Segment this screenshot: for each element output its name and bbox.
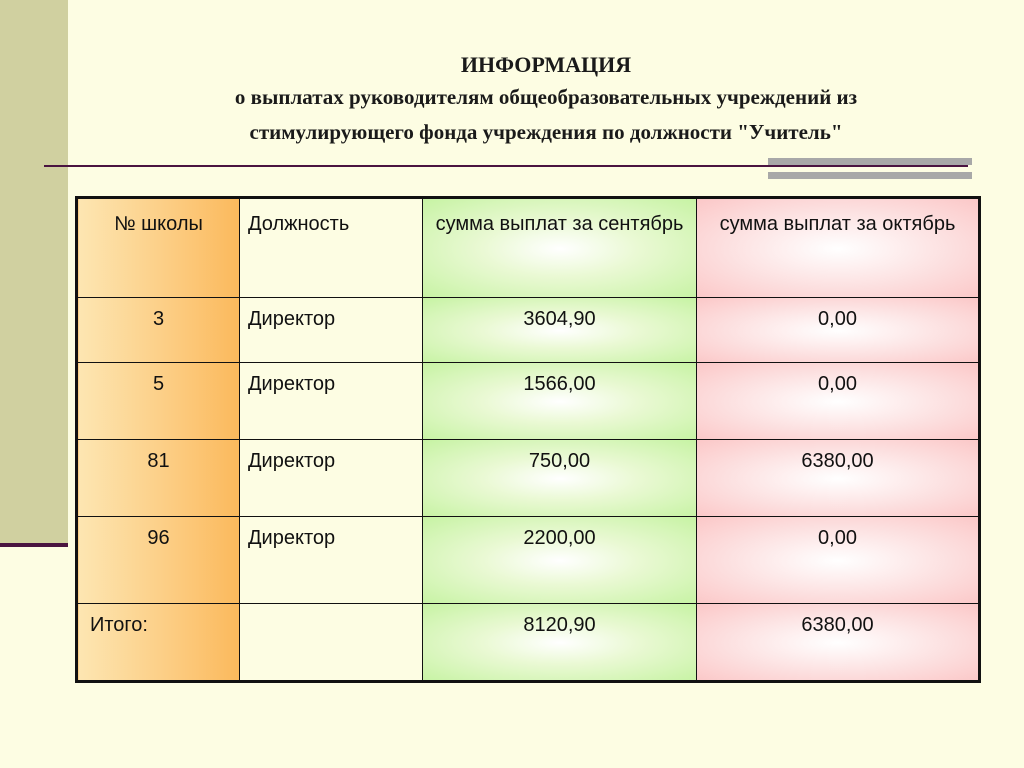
cell-september-sum: 750,00	[423, 440, 697, 517]
cell-october-sum: 0,00	[697, 363, 980, 440]
cell-position: Директор	[240, 440, 423, 517]
header-september-sum: сумма выплат за сентябрь	[423, 198, 697, 298]
left-decor-stripe	[0, 0, 68, 543]
cell-total-label: Итого:	[77, 604, 240, 682]
cell-school-number: 81	[77, 440, 240, 517]
cell-total-position	[240, 604, 423, 682]
cell-school-number: 3	[77, 298, 240, 363]
cell-school-number: 5	[77, 363, 240, 440]
slide-title	[68, 50, 1024, 150]
cell-position: Директор	[240, 298, 423, 363]
cell-september-sum: 3604,90	[423, 298, 697, 363]
cell-position: Директор	[240, 517, 423, 604]
title-divider-bar-top	[768, 158, 972, 165]
cell-total-september: 8120,90	[423, 604, 697, 682]
payments-table	[75, 196, 981, 683]
cell-october-sum: 6380,00	[697, 440, 980, 517]
cell-october-sum: 0,00	[697, 517, 980, 604]
table-row	[77, 517, 980, 604]
cell-total-october: 6380,00	[697, 604, 980, 682]
table-total-row	[77, 604, 980, 682]
cell-position: Директор	[240, 363, 423, 440]
title-divider-line	[44, 165, 968, 167]
header-position: Должность	[240, 198, 423, 298]
table-row	[77, 363, 980, 440]
title-subtitle-line2: стимулирующего фонда учреждения по должности "Учитель"	[249, 120, 843, 144]
left-decor-line	[0, 543, 68, 547]
cell-school-number: 96	[77, 517, 240, 604]
table-header-row	[77, 198, 980, 298]
cell-october-sum: 0,00	[697, 298, 980, 363]
table-row	[77, 298, 980, 363]
table-row	[77, 440, 980, 517]
title-heading: ИНФОРМАЦИЯ	[460, 52, 632, 77]
header-school-number: № школы	[77, 198, 240, 298]
title-subtitle-line1: о выплатах руководителям общеобразовательных учреждений из	[234, 85, 858, 109]
cell-september-sum: 1566,00	[423, 363, 697, 440]
header-october-sum: сумма выплат за октябрь	[697, 198, 980, 298]
title-divider-bar-bottom	[768, 172, 972, 179]
cell-september-sum: 2200,00	[423, 517, 697, 604]
